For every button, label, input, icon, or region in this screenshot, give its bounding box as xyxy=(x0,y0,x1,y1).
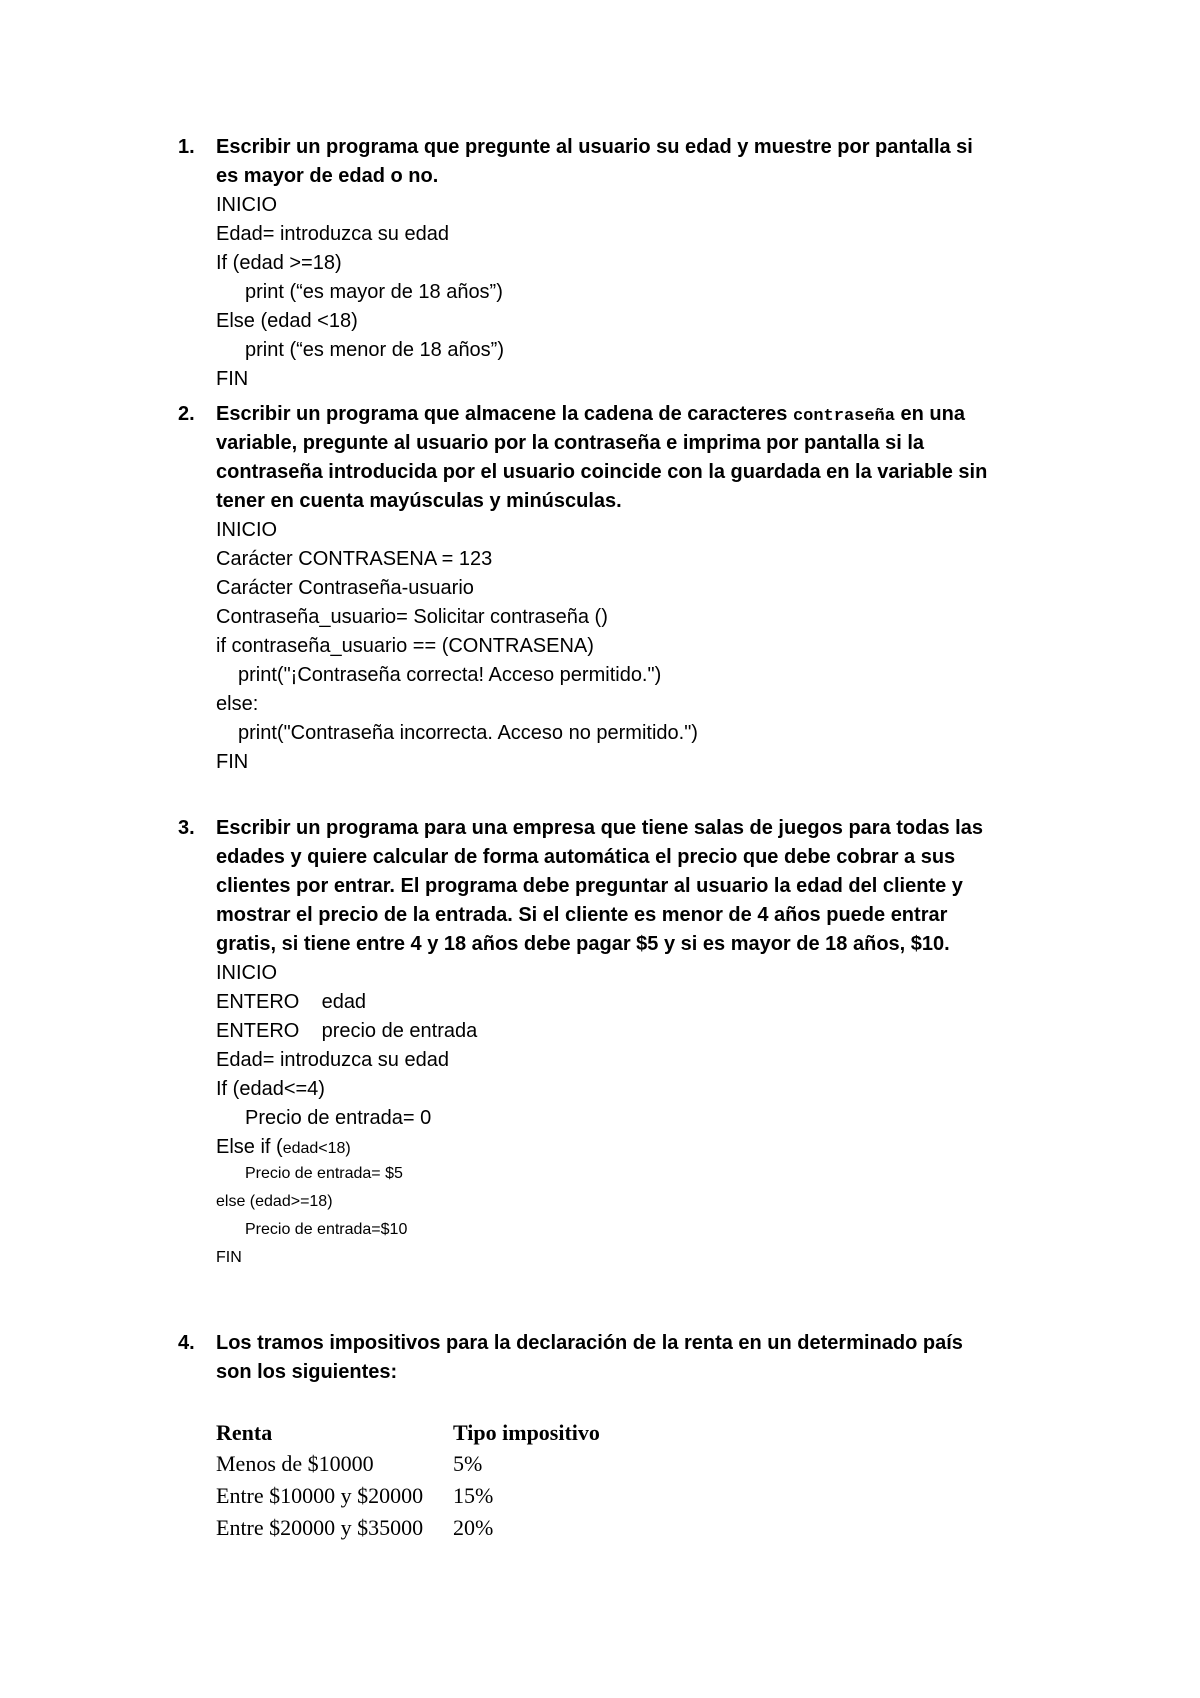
table-cell-renta: Entre $20000 y $35000 xyxy=(216,1515,424,1540)
question-title-line: contraseña introducida por el usuario coincide con la guardada en la variable sin xyxy=(216,461,988,483)
question-title-line: variable, pregunte al usuario por la contraseña e imprima por pantalla si la xyxy=(216,432,924,454)
code-line: Edad= introduzca su edad xyxy=(216,1049,449,1071)
table-cell-renta: Entre $10000 y $20000 xyxy=(216,1483,424,1508)
question-number: 4. xyxy=(178,1332,195,1354)
code-line: print (“es mayor de 18 años”) xyxy=(245,281,503,303)
code-line: FIN xyxy=(216,368,249,390)
code-line: INICIO xyxy=(216,962,278,984)
code-line: Precio de entrada= 0 xyxy=(245,1107,432,1129)
table-cell-tipo: 20% xyxy=(453,1515,494,1540)
code-line: FIN xyxy=(216,1249,242,1266)
question-title-line: son los siguientes: xyxy=(216,1361,398,1383)
question-title-line: Los tramos impositivos para la declaración de la renta en un determinado país xyxy=(216,1332,963,1354)
code-line: Carácter CONTRASENA = 123 xyxy=(216,548,493,570)
code-line: Carácter Contraseña-usuario xyxy=(216,577,474,599)
question-title-line: Escribir un programa para una empresa que tiene salas de juegos para todas las xyxy=(216,817,983,839)
code-line: ENTERO precio de entrada xyxy=(216,1020,478,1042)
table-header-renta: Renta xyxy=(216,1420,273,1445)
question-number: 1. xyxy=(178,136,195,158)
title-text: en una xyxy=(894,403,965,425)
code-line: Precio de entrada= $5 xyxy=(245,1165,403,1182)
question-title-line: es mayor de edad o no. xyxy=(216,165,439,187)
question-title-line: Escribir un programa que pregunte al usuario su edad y muestre por pantalla si xyxy=(216,136,973,158)
code-line: else: xyxy=(216,693,259,715)
title-text: Escribir un programa que almacene la cadena de caracteres xyxy=(216,403,793,425)
code-text-small: edad<18) xyxy=(282,1140,351,1157)
table-cell-renta: Menos de $10000 xyxy=(216,1451,374,1476)
code-line: ENTERO edad xyxy=(216,991,367,1013)
question-title-line: clientes por entrar. El programa debe preguntar al usuario la edad del cliente y xyxy=(216,875,963,897)
table-header-tipo-impositivo: Tipo impositivo xyxy=(453,1420,600,1445)
code-line: INICIO xyxy=(216,519,278,541)
code-line: Contraseña_usuario= Solicitar contraseña () xyxy=(216,606,608,628)
question-number: 3. xyxy=(178,817,195,839)
code-line: if contraseña_usuario == (CONTRASENA) xyxy=(216,635,594,657)
question-title-line: gratis, si tiene entre 4 y 18 años debe pagar $5 y si es mayor de 18 años, $10. xyxy=(216,933,950,955)
question-title-line: edades y quiere calcular de forma automática el precio que debe cobrar a sus xyxy=(216,846,956,868)
code-line: print("Contraseña incorrecta. Acceso no permitido.") xyxy=(238,722,698,744)
code-line: Precio de entrada=$10 xyxy=(245,1221,408,1238)
question-title-line: mostrar el precio de la entrada. Si el cliente es menor de 4 años puede entrar xyxy=(216,904,948,926)
code-line: If (edad >=18) xyxy=(216,252,342,274)
code-text: Else if ( xyxy=(216,1136,283,1158)
question-number: 2. xyxy=(178,403,195,425)
code-line: FIN xyxy=(216,751,249,773)
code-line: else (edad>=18) xyxy=(216,1193,333,1210)
code-line: print (“es menor de 18 años”) xyxy=(245,339,505,361)
table-cell-tipo: 5% xyxy=(453,1451,483,1476)
code-line: Edad= introduzca su edad xyxy=(216,223,449,245)
code-line: print("¡Contraseña correcta! Acceso permitido.") xyxy=(238,664,662,686)
table-cell-tipo: 15% xyxy=(453,1483,494,1508)
code-line: Else (edad <18) xyxy=(216,310,358,332)
code-line: If (edad<=4) xyxy=(216,1078,325,1100)
code-line: INICIO xyxy=(216,194,278,216)
inline-code: contraseña xyxy=(792,407,895,426)
question-title-line: tener en cuenta mayúsculas y minúsculas. xyxy=(216,490,622,512)
